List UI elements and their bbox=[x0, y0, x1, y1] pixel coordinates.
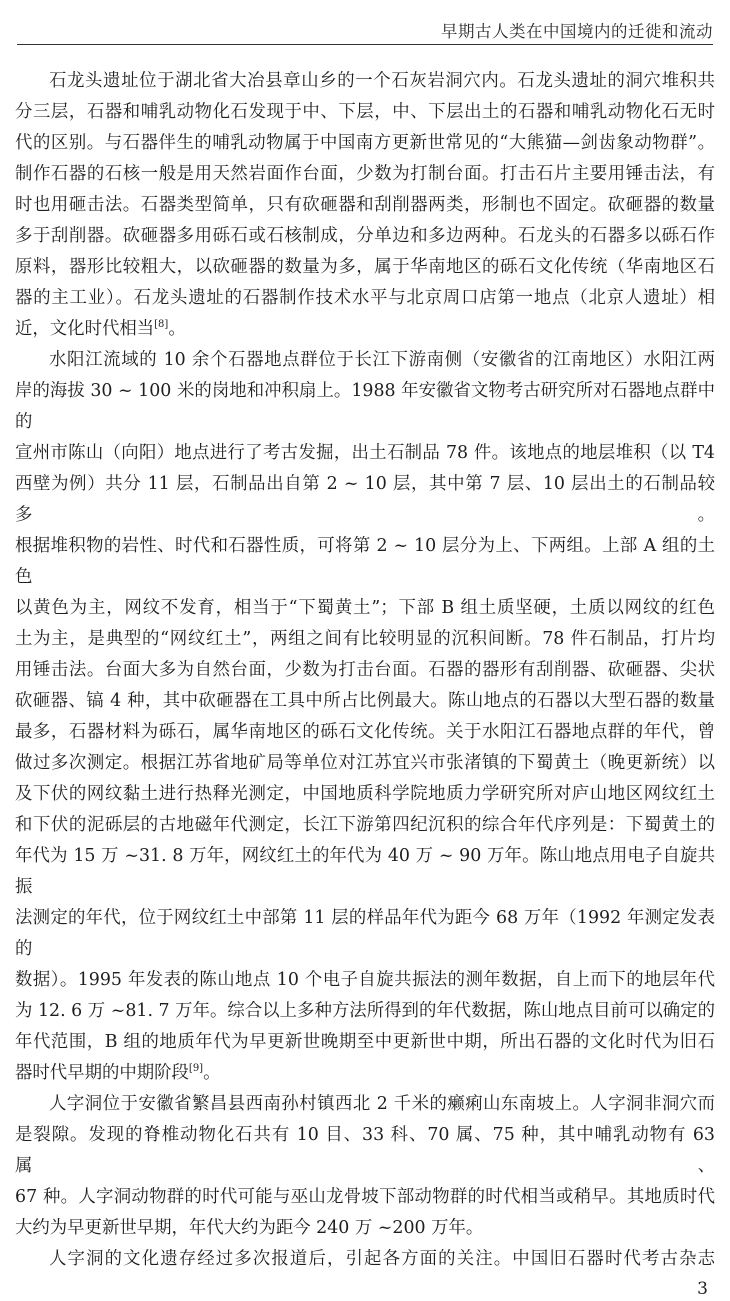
line-text: 器时代早期的中期阶段 bbox=[15, 1063, 189, 1083]
text-line: 最多，石器材料为砾石，属华南地区的砾石文化传统。关于水阳江石器地点群的年代，曾 bbox=[15, 722, 715, 742]
text-line bbox=[15, 314, 715, 345]
text-line: 是裂隙。发现的脊椎动物化石共有 10 目、33 科、70 属、75 种，其中哺乳动物有 63 属、 bbox=[15, 1125, 715, 1176]
text-line: 67 种。人字洞动物群的时代可能与巫山龙骨坡下部动物群的时代相当或稍早。其地质时代 bbox=[15, 1187, 715, 1207]
text-line: 西壁为例）共分 11 层，石制品出自第 2 ~ 10 层，其中第 7 层、10 层出土的石制品较多。 bbox=[15, 474, 715, 525]
text-line: 做过多次测定。根据江苏省地矿局等单位对江苏宜兴市张渚镇的下蜀黄土（晚更新统）以 bbox=[15, 753, 715, 773]
text-line: 大约为早更新世早期，年代大约为距今 240 万 ~200 万年。 bbox=[15, 1218, 484, 1238]
paragraph bbox=[15, 1244, 715, 1275]
line-text: 近，文化时代相当 bbox=[15, 319, 155, 339]
text-line: 代的区别。与石器伴生的哺乳动物属于中国南方更新世常见的“大熊猫—剑齿象动物群”。 bbox=[15, 133, 715, 153]
text-line: 器的主工业）。石龙头遗址的石器制作技术水平与北京周口店第一地点（北京人遗址）相 bbox=[15, 288, 715, 308]
text-line: 石龙头遗址位于湖北省大冶县章山乡的一个石灰岩洞穴内。石龙头遗址的洞穴堆积共 bbox=[49, 71, 715, 91]
paragraph bbox=[15, 345, 715, 1089]
citation-reference: [8] bbox=[154, 319, 169, 330]
text-line: 为 12. 6 万 ~81. 7 万年。综合以上多种方法所得到的年代数据，陈山地点目前可以确定的 bbox=[15, 1001, 715, 1021]
paragraph bbox=[15, 1089, 715, 1244]
text-line: 制作石器的石核一般是用天然岩面作台面，少数为打制台面。打击石片主要用锤击法，有 bbox=[15, 164, 715, 184]
text-line: 以黄色为主，网纹不发育，相当于“下蜀黄土”；下部 B 组土质坚硬，土质以网纹的红色 bbox=[15, 598, 715, 618]
text-line: 宣州市陈山（向阳）地点进行了考古发掘，出土石制品 78 件。该地点的地层堆积（以 T4 bbox=[15, 443, 715, 463]
body-text bbox=[15, 0, 715, 1275]
text-line: 法测定的年代，位于网纹红土中部第 11 层的样品年代为距今 68 万年（1992 年测定发表的 bbox=[15, 908, 715, 959]
text-line: 年代为 15 万 ~31. 8 万年，网纹红土的年代为 40 万 ~ 90 万年。陈山地点用电子自旋共振 bbox=[15, 846, 715, 897]
text-line: 用锤击法。台面大多为自然台面，少数为打击台面。石器的器形有刮削器、砍砸器、尖状 bbox=[15, 660, 715, 680]
line-tail: 。 bbox=[203, 1063, 221, 1083]
page-number: 3 bbox=[697, 1279, 708, 1299]
text-line: 及下伏的网纹黏土进行热释光测定，中国地质科学院地质力学研究所对庐山地区网纹红土 bbox=[15, 784, 715, 804]
text-line: 分三层，石器和哺乳动物化石发现于中、下层，中、下层出土的石器和哺乳动物化石无时 bbox=[15, 102, 715, 122]
text-line: 数据）。1995 年发表的陈山地点 10 个电子自旋共振法的测年数据，自上而下的地层年代 bbox=[15, 970, 715, 990]
text-line: 根据堆积物的岩性、时代和石器性质，可将第 2 ~ 10 层分为上、下两组。上部 A 组的土色 bbox=[15, 536, 715, 587]
text-line: 年代范围，B 组的地质年代为早更新世晚期至中更新世中期，所出石器的文化时代为旧石 bbox=[15, 1032, 715, 1052]
text-line: 人字洞的文化遗存经过多次报道后，引起各方面的关注。中国旧石器时代考古杂志 bbox=[49, 1249, 715, 1269]
text-line bbox=[15, 1058, 715, 1089]
text-line: 时也用砸击法。石器类型简单，只有砍砸器和刮削器两类，形制也不固定。砍砸器的数量 bbox=[15, 195, 715, 215]
text-line: 水阳江流域的 10 余个石器地点群位于长江下游南侧（安徽省的江南地区）水阳江两 bbox=[49, 350, 715, 370]
text-line: 多于刮削器。砍砸器多用砾石或石核制成，分单边和多边两种。石龙头的石器多以砾石作 bbox=[15, 226, 715, 246]
text-line: 原料，器形比较粗大，以砍砸器的数量为多，属于华南地区的砾石文化传统（华南地区石 bbox=[15, 257, 715, 277]
running-header-title: 早期古人类在中国境内的迁徙和流动 bbox=[441, 22, 713, 41]
line-tail: 。 bbox=[168, 319, 186, 339]
citation-reference: [9] bbox=[188, 1063, 204, 1074]
text-line: 和下伏的泥砾层的古地磁年代测定，长江下游第四纪沉积的综合年代序列是：下蜀黄土的 bbox=[15, 815, 715, 835]
text-line: 人字洞位于安徽省繁昌县西南孙村镇西北 2 千米的癞痢山东南坡上。人字洞非洞穴而 bbox=[49, 1094, 715, 1114]
text-line: 岸的海拔 30 ~ 100 米的岗地和冲积扇上。1988 年安徽省文物考古研究所对石器地点群中的 bbox=[15, 381, 715, 432]
paragraph bbox=[15, 66, 715, 345]
text-line: 土为主，是典型的“网纹红土”，两组之间有比较明显的沉积间断。78 件石制品，打片均 bbox=[15, 629, 715, 649]
text-line: 砍砸器、镐 4 种，其中砍砸器在工具中所占比例最大。陈山地点的石器以大型石器的数量 bbox=[15, 691, 715, 711]
